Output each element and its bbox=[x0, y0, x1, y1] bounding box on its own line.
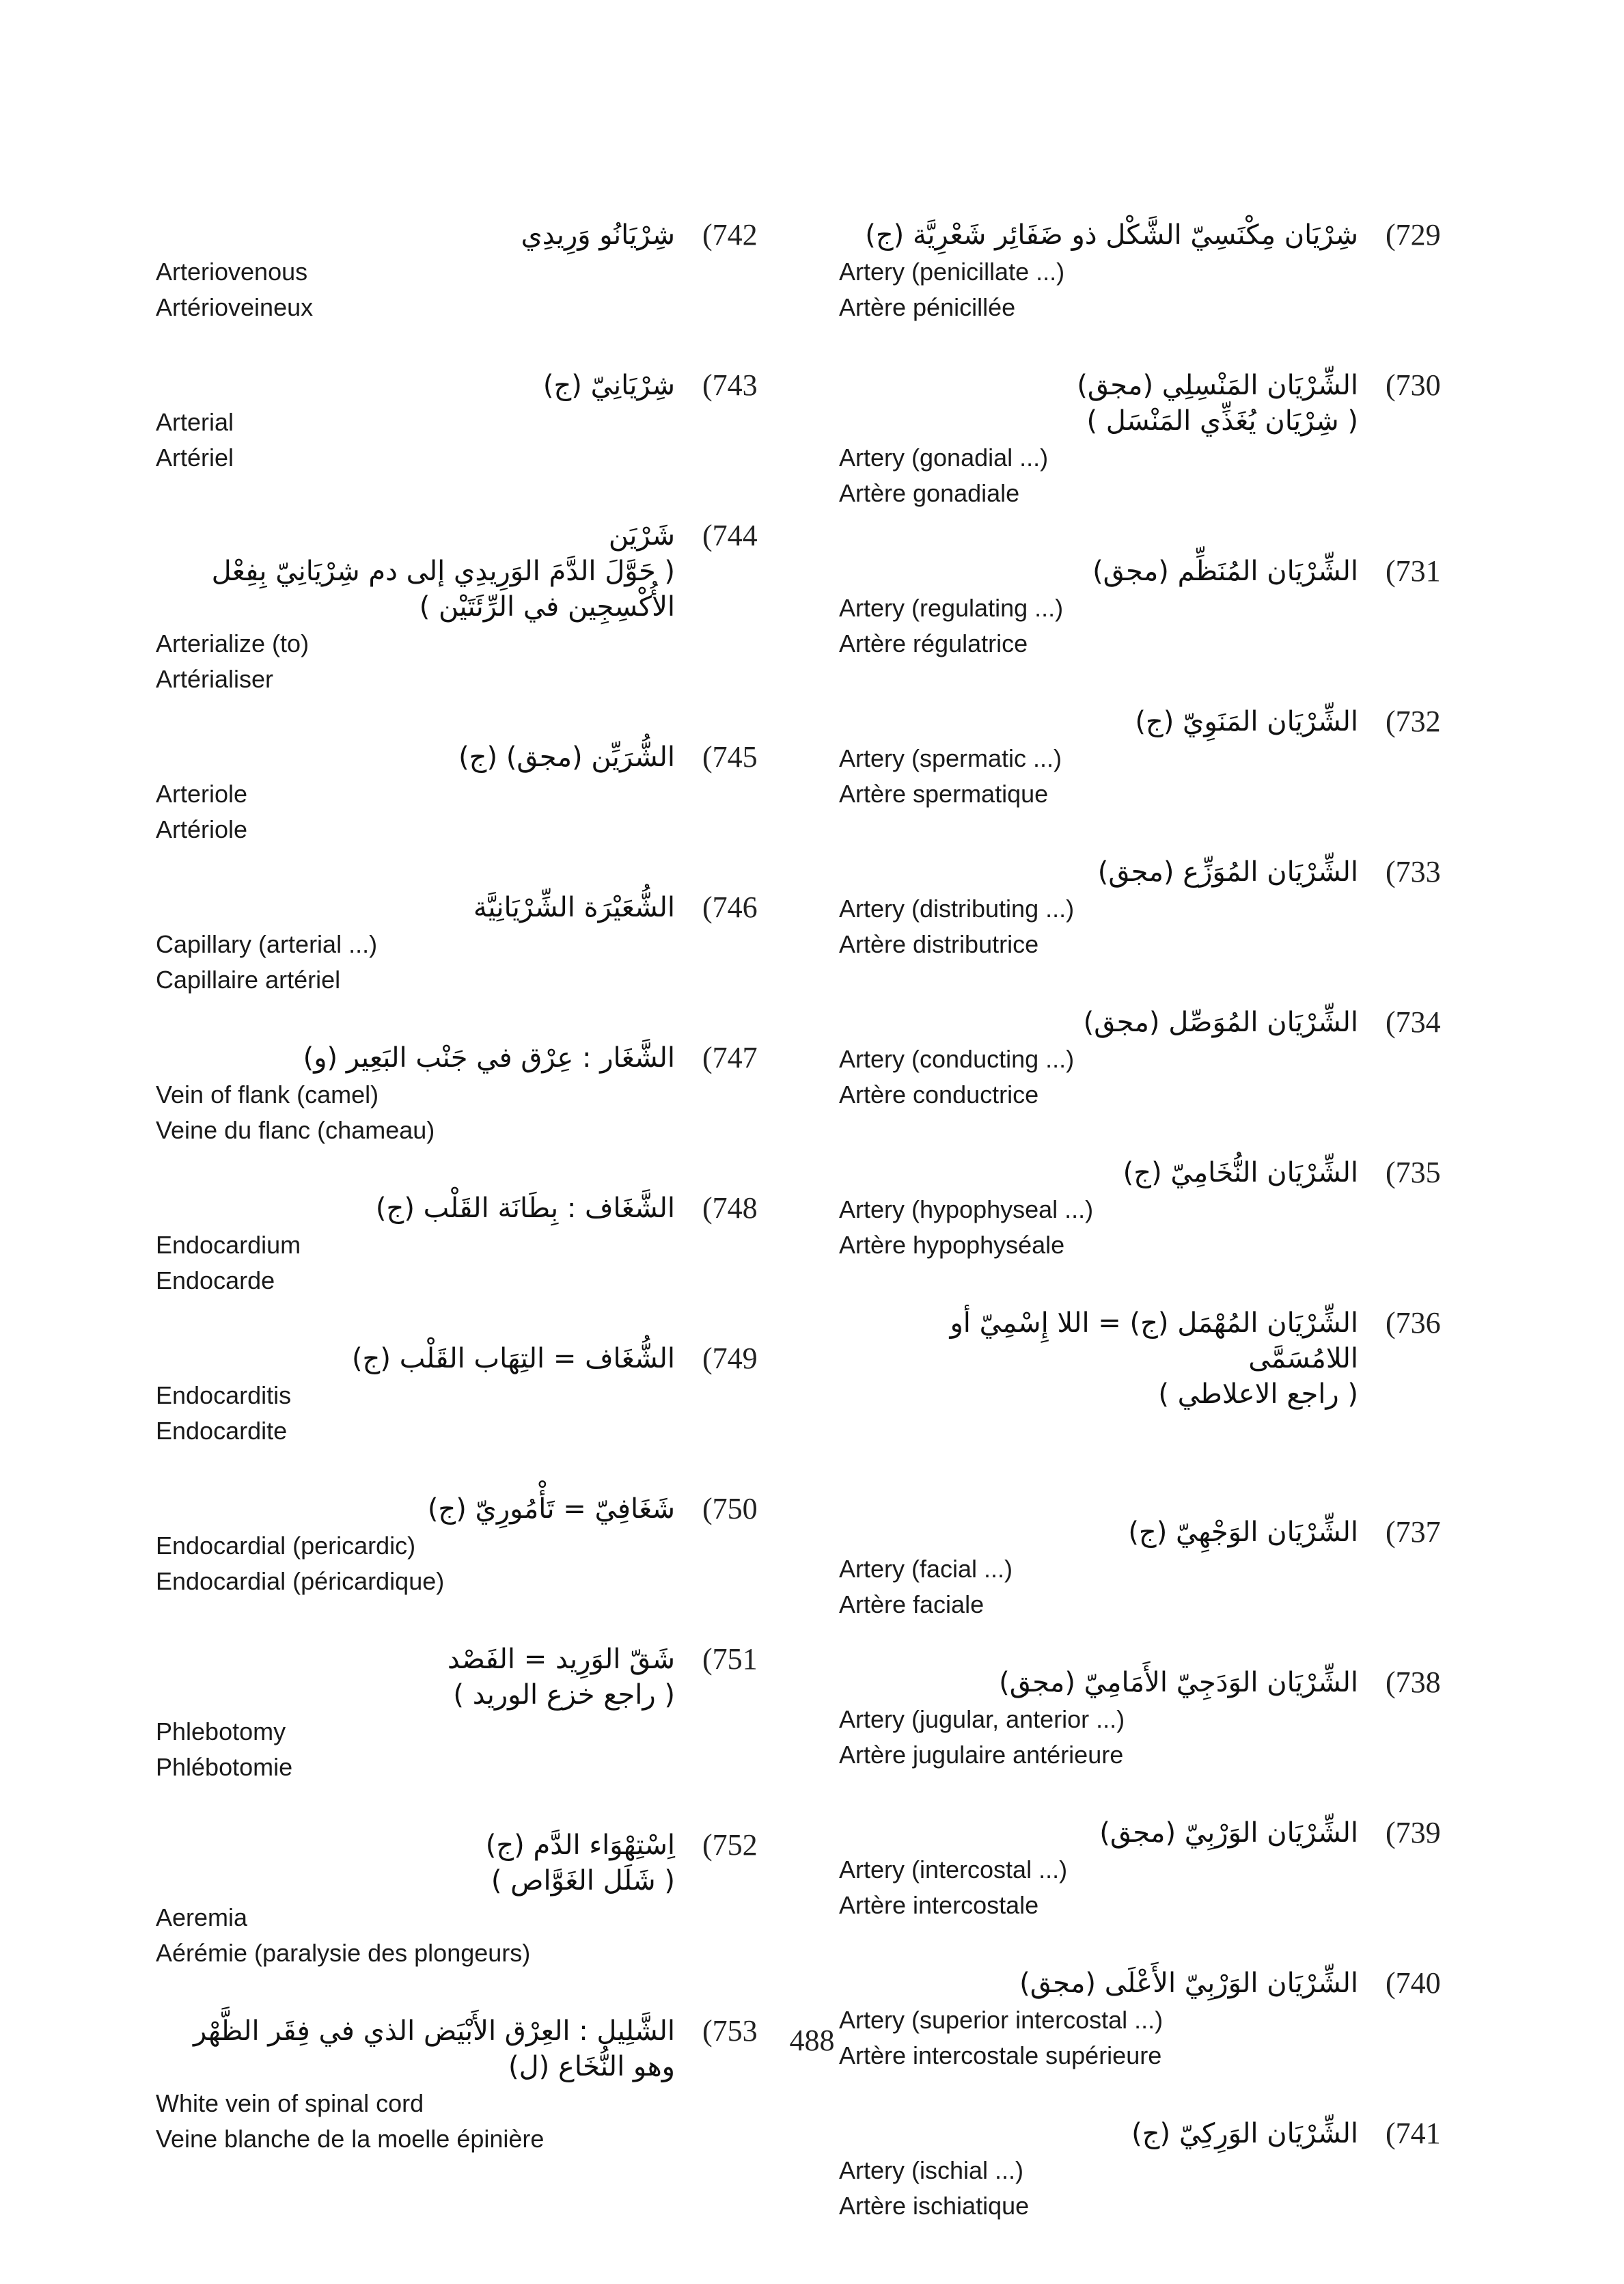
arabic-line: الشِّرْيَان الوَرِكِيّ (ج) bbox=[1131, 2118, 1358, 2149]
dictionary-entry bbox=[156, 1191, 791, 1299]
page-number: 488 bbox=[789, 2024, 835, 2057]
arabic-term bbox=[156, 1040, 675, 1076]
french-term: Capillaire artériel bbox=[156, 966, 341, 994]
english-term: Artery (gonadial ...) bbox=[839, 444, 1049, 472]
dictionary-entry bbox=[156, 890, 791, 998]
translations bbox=[156, 626, 791, 697]
arabic-line: اللامُسَمَّى bbox=[1248, 1343, 1358, 1374]
translations bbox=[839, 1042, 1474, 1113]
arabic-term bbox=[839, 1815, 1358, 1851]
arabic-term bbox=[156, 1341, 675, 1376]
dictionary-entry bbox=[156, 1341, 791, 1449]
translations bbox=[839, 440, 1474, 511]
french-term: Artère jugulaire antérieure bbox=[839, 1741, 1124, 1769]
arabic-line: الشِّرْيَان الوَجْهِيّ (ج) bbox=[1128, 1517, 1358, 1548]
french-term: Artère faciale bbox=[839, 1590, 985, 1618]
dictionary-entry bbox=[839, 1005, 1474, 1113]
french-term: Veine blanche de la moelle épinière bbox=[156, 2125, 545, 2153]
french-term: Phlébotomie bbox=[156, 1753, 293, 1781]
arabic-line: ( حَوَّلَ الدَّمَ الوَرِيدِي إلى دم شِرْيَانِيّ بِفِعْل bbox=[211, 556, 675, 587]
translations bbox=[156, 927, 791, 998]
entry-number: ( 749 bbox=[702, 1341, 791, 1376]
dictionary-entry bbox=[839, 1155, 1474, 1263]
arabic-term bbox=[156, 739, 675, 775]
arabic-line: الشِّرْيَان المُوَصِّل (مجق) bbox=[1083, 1007, 1358, 1038]
arabic-term bbox=[156, 890, 675, 925]
arabic-line: وهو النُّخَاع (ل) bbox=[508, 2051, 675, 2082]
english-term: Artery (intercostal ...) bbox=[839, 1855, 1068, 1884]
dictionary-entry bbox=[156, 368, 791, 476]
entry-number: ( 747 bbox=[702, 1040, 791, 1076]
arabic-line: ( راجع الاعلاطي ) bbox=[1158, 1378, 1358, 1410]
english-term: Arterialize (to) bbox=[156, 629, 309, 657]
arabic-line: الشِّرْيَان المُوَزِّع (مجق) bbox=[1097, 856, 1358, 888]
arabic-term bbox=[839, 554, 1358, 589]
arabic-term bbox=[839, 1155, 1358, 1191]
arabic-line: الشِّرْيَان المَنْسِلِي (مجق) bbox=[1077, 370, 1358, 401]
translations bbox=[839, 590, 1474, 662]
dictionary-entry bbox=[156, 1642, 791, 1785]
english-term: Phlebotomy bbox=[156, 1717, 286, 1745]
english-term: Aeremia bbox=[156, 1903, 248, 1931]
english-term: Artery (regulating ...) bbox=[839, 594, 1064, 622]
arabic-line: شَغَافِيّ = تَأْمُورِيّ (ج) bbox=[427, 1493, 675, 1525]
arabic-line: الشَّغَار : عِرْق في جَنْب البَعِير (و) bbox=[303, 1042, 675, 1074]
dictionary-entry bbox=[839, 2116, 1474, 2224]
left-column bbox=[156, 217, 791, 2153]
arabic-line: ( شِرْيَان يُغَذِّي المَنْسَل ) bbox=[1086, 405, 1358, 437]
french-term: Artériel bbox=[156, 444, 234, 472]
french-term: Artérioveineux bbox=[156, 293, 314, 321]
dictionary-entry bbox=[839, 554, 1474, 662]
entry-number: ( 745 bbox=[702, 739, 791, 775]
entry-number: ( 736 bbox=[1386, 1305, 1474, 1412]
translations bbox=[156, 1900, 791, 1971]
english-term: Artery (distributing ...) bbox=[839, 895, 1075, 923]
arabic-line: الشِّرْيَان المُهْمَل (ج) = اللا إِسْمِيّ أو bbox=[950, 1307, 1358, 1339]
translations bbox=[156, 1528, 791, 1599]
arabic-term bbox=[156, 217, 675, 253]
arabic-line: الشِّرْيَان الوَرْبِيّ الأَعْلَى (مجق) bbox=[1019, 1968, 1358, 1999]
french-term: Artère intercostale bbox=[839, 1891, 1039, 1919]
french-term: Endocardial (péricardique) bbox=[156, 1567, 445, 1595]
entry-number: ( 731 bbox=[1386, 554, 1474, 589]
french-term: Artérialiser bbox=[156, 665, 274, 693]
arabic-term bbox=[156, 1827, 675, 1899]
arabic-term bbox=[839, 217, 1358, 253]
entry-number: ( 735 bbox=[1386, 1155, 1474, 1191]
arabic-line: شِرْيَان مِكْنَسِيّ الشَّكْل ذو ضَفَائِر شَعْرِيَّة (ج) bbox=[865, 219, 1358, 251]
french-term: Artériole bbox=[156, 815, 248, 843]
arabic-line: الشِّرْيَان الوَدَجِيّ الأَمَامِيّ (مجق) bbox=[999, 1667, 1358, 1698]
dictionary-entry bbox=[156, 1827, 791, 1971]
dictionary-entry bbox=[839, 1665, 1474, 1773]
entry-number: ( 734 bbox=[1386, 1005, 1474, 1040]
arabic-term bbox=[839, 368, 1358, 439]
entry-number: ( 740 bbox=[1386, 1966, 1474, 2001]
arabic-line: شَقّ الوَرِيد = الفَصْد bbox=[447, 1644, 675, 1675]
translations bbox=[839, 891, 1474, 962]
english-term: Vein of flank (camel) bbox=[156, 1080, 379, 1109]
arabic-line: الشُّعَيْرَة الشِّرْيَانِيَّة bbox=[473, 892, 675, 923]
arabic-term bbox=[156, 368, 675, 403]
arabic-line: الشِّرْيَان النُّخَامِيّ (ج) bbox=[1123, 1157, 1358, 1188]
translations bbox=[156, 776, 791, 847]
english-term: Arteriovenous bbox=[156, 258, 308, 286]
dictionary-entry bbox=[839, 854, 1474, 962]
french-term: Artère pénicillée bbox=[839, 293, 1016, 321]
arabic-term bbox=[839, 1665, 1358, 1700]
arabic-term bbox=[156, 518, 675, 625]
entry-number: ( 741 bbox=[1386, 2116, 1474, 2151]
french-term: Endocardite bbox=[156, 1417, 288, 1445]
arabic-line: الشَّغَاف : بِطَانَة القَلْب (ج) bbox=[375, 1193, 675, 1224]
arabic-line: الأُكْسِجِين في الرِّئَتَيْن ) bbox=[419, 591, 675, 623]
english-term: Artery (jugular, anterior ...) bbox=[839, 1705, 1125, 1733]
translations bbox=[839, 1852, 1474, 1923]
english-term: Artery (conducting ...) bbox=[839, 1045, 1075, 1073]
french-term: Artère conductrice bbox=[839, 1080, 1039, 1109]
entry-number: ( 730 bbox=[1386, 368, 1474, 439]
english-term: White vein of spinal cord bbox=[156, 2089, 424, 2117]
dictionary-entry bbox=[156, 1491, 791, 1599]
arabic-line: ( شَلَل الغَوَّاص ) bbox=[491, 1865, 675, 1896]
arabic-term bbox=[839, 1514, 1358, 1550]
english-term: Arteriole bbox=[156, 780, 248, 808]
french-term: Endocarde bbox=[156, 1266, 275, 1294]
arabic-line: شِرْيَانُو وَرِيدِي bbox=[521, 219, 675, 251]
french-term: Artère distributrice bbox=[839, 930, 1039, 958]
dictionary-entry bbox=[839, 704, 1474, 812]
arabic-term bbox=[839, 854, 1358, 890]
translations bbox=[156, 254, 791, 325]
dictionary-entry bbox=[839, 1305, 1474, 1412]
entry-number: ( 729 bbox=[1386, 217, 1474, 253]
arabic-line: الشُّغَاف = التِهَاب القَلْب (ج) bbox=[351, 1343, 675, 1374]
english-term: Artery (hypophyseal ...) bbox=[839, 1195, 1094, 1223]
french-term: Aérémie (paralysie des plongeurs) bbox=[156, 1939, 531, 1967]
french-term: Artère intercostale supérieure bbox=[839, 2041, 1162, 2069]
arabic-term bbox=[839, 2116, 1358, 2151]
translations bbox=[156, 1378, 791, 1449]
entry-number: ( 751 bbox=[702, 1642, 791, 1713]
arabic-line: شِرْيَانِيّ (ج) bbox=[542, 370, 675, 401]
english-term: Arterial bbox=[156, 408, 234, 436]
entry-number: ( 742 bbox=[702, 217, 791, 253]
english-term: Endocarditis bbox=[156, 1381, 292, 1409]
dictionary-entry bbox=[839, 217, 1474, 325]
french-term: Artère gonadiale bbox=[839, 479, 1020, 507]
arabic-line: ( راجع خزع الوريد ) bbox=[453, 1679, 675, 1711]
translations bbox=[839, 741, 1474, 812]
english-term: Artery (superior intercostal ...) bbox=[839, 2006, 1164, 2034]
french-term: Artère régulatrice bbox=[839, 629, 1028, 657]
translations bbox=[156, 1227, 791, 1299]
english-term: Artery (ischial ...) bbox=[839, 2156, 1024, 2184]
english-term: Capillary (arterial ...) bbox=[156, 930, 378, 958]
entry-number: ( 752 bbox=[702, 1827, 791, 1899]
arabic-term bbox=[839, 704, 1358, 739]
dictionary-entry bbox=[156, 518, 791, 697]
translations bbox=[156, 405, 791, 476]
english-term: Artery (penicillate ...) bbox=[839, 258, 1065, 286]
entry-number: ( 744 bbox=[702, 518, 791, 625]
arabic-term bbox=[839, 1305, 1358, 1412]
arabic-term bbox=[156, 1491, 675, 1527]
translations bbox=[839, 1702, 1474, 1773]
arabic-line: شَرْيَن bbox=[608, 520, 675, 552]
dictionary-entry bbox=[839, 1514, 1474, 1622]
french-term: Artère spermatique bbox=[839, 780, 1049, 808]
entry-number: ( 753 bbox=[702, 2013, 791, 2084]
translations bbox=[156, 1714, 791, 1785]
entry-number: ( 748 bbox=[702, 1191, 791, 1226]
arabic-term bbox=[156, 1191, 675, 1226]
dictionary-entry bbox=[156, 217, 791, 325]
entry-number: ( 738 bbox=[1386, 1665, 1474, 1700]
french-term: Veine du flanc (chameau) bbox=[156, 1116, 435, 1144]
translations bbox=[156, 1077, 791, 1148]
english-term: Artery (facial ...) bbox=[839, 1555, 1013, 1583]
arabic-line: اِسْتِهْوَاء الدَّم (ج) bbox=[485, 1830, 675, 1861]
arabic-term bbox=[839, 1005, 1358, 1040]
english-term: Artery (spermatic ...) bbox=[839, 744, 1062, 772]
entry-number: ( 737 bbox=[1386, 1514, 1474, 1550]
arabic-line: الشِّرْيَان الوَرْبِيّ (مجق) bbox=[1099, 1817, 1358, 1849]
arabic-line: الشَّلِيل : العِرْق الأَبْيَض الذي في فِقَر الظَّهْر bbox=[193, 2015, 675, 2047]
dictionary-entry bbox=[156, 739, 791, 847]
dictionary-entry bbox=[839, 368, 1474, 511]
entry-number: ( 732 bbox=[1386, 704, 1474, 739]
entry-number: ( 743 bbox=[702, 368, 791, 403]
arabic-line: الشُّرَيِّن (مجق) (ج) bbox=[458, 742, 675, 773]
arabic-line: الشِّرْيَان المَنَوِيّ (ج) bbox=[1135, 706, 1358, 737]
translations bbox=[839, 2153, 1474, 2224]
entry-number: ( 733 bbox=[1386, 854, 1474, 890]
english-term: Endocardial (pericardic) bbox=[156, 1532, 416, 1560]
french-term: Artère ischiatique bbox=[839, 2192, 1030, 2220]
right-column bbox=[839, 217, 1474, 2220]
entry-number: ( 746 bbox=[702, 890, 791, 925]
translations bbox=[839, 254, 1474, 325]
translations bbox=[839, 1192, 1474, 1263]
entry-number: ( 750 bbox=[702, 1491, 791, 1527]
french-term: Artère hypophyséale bbox=[839, 1231, 1065, 1259]
arabic-term bbox=[839, 1966, 1358, 2001]
dictionary-entry bbox=[839, 1815, 1474, 1923]
translations bbox=[156, 2086, 791, 2157]
arabic-term bbox=[156, 1642, 675, 1713]
arabic-line: الشِّرْيَان المُنَظِّم (مجق) bbox=[1092, 556, 1358, 587]
dictionary-entry bbox=[156, 1040, 791, 1148]
english-term: Endocardium bbox=[156, 1231, 301, 1259]
entry-number: ( 739 bbox=[1386, 1815, 1474, 1851]
translations bbox=[839, 1551, 1474, 1622]
